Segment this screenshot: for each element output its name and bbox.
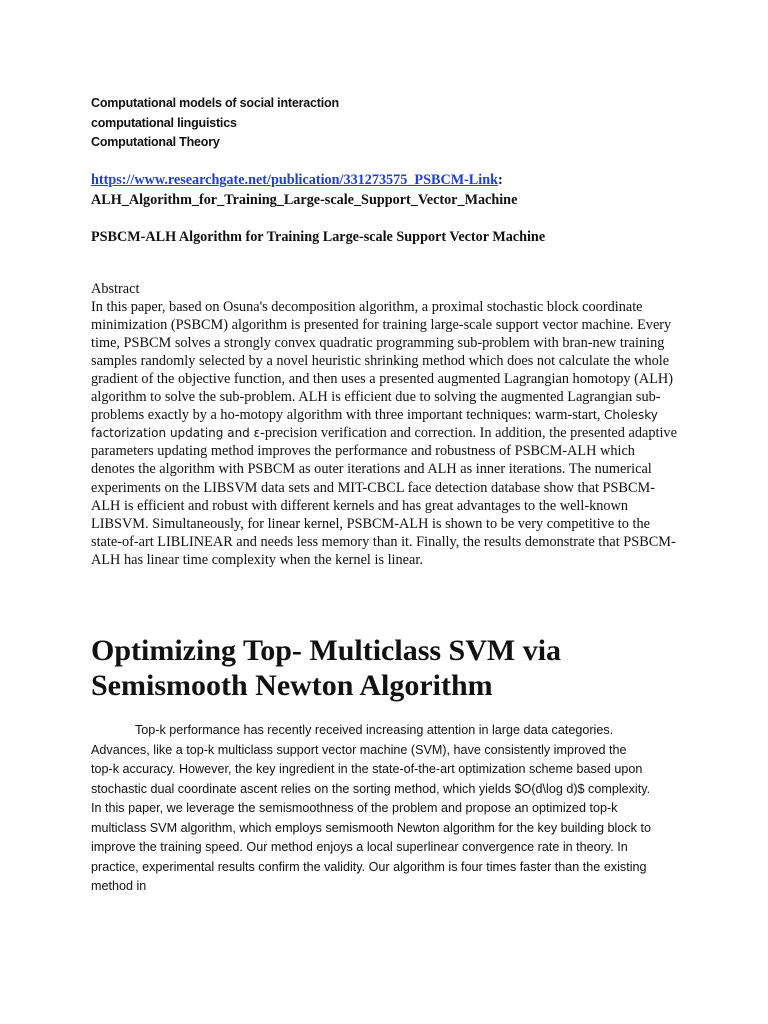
abstract-label: Abstract [91, 280, 140, 297]
source-link[interactable]: https://www.researchgate.net/publication/331273575_PSBCM-Link [91, 171, 498, 188]
abstract-section [91, 280, 681, 570]
topic-item: computational linguistics [91, 115, 237, 130]
document-page [91, 94, 681, 897]
topic-list [91, 94, 681, 153]
abstract-text-part: In this paper, based on Osuna's decomposition algorithm, a proximal stochastic block coordinate minimization (PSBCM) algorithm is presented for training large-scale support vector machine. Every time, PSBCM solves a strongly convex quadratic programming sub-problem with bran-new training samples randomly selected by a novel heuristic shrinking method which does not calculate the whole gradient of the objective function, and then uses a presented augmented Lagrangian homotopy (ALH) algorithm to solve the sub-problem. ALH is efficient due to solving the augmented Lagrangian sub-problems exactly by a ho-motopy algorithm with three important techniques: warm-start, [91, 298, 674, 424]
section-heading: Optimizing Top- Multiclass SVM via Semismooth Newton Algorithm [91, 634, 562, 702]
source-link-continuation: ALH_Algorithm_for_Training_Large-scale_Support_Vector_Machine [91, 191, 518, 208]
source-link-suffix: : [498, 171, 503, 188]
topic-item: Computational Theory [91, 135, 220, 149]
topic-item: Computational models of social interaction [91, 96, 339, 110]
abstract-text-inline-math: Cholesky factorization updating and ε [91, 408, 658, 441]
source-link-block [91, 170, 681, 210]
section-paragraph: Top-k performance has recently received increasing attention in large data categories. Advances, like a top-k multiclass support vector machine (SVM), have consistently improved the top-k accuracy. However, the key ingredient in the state-of-the-art optimization scheme based upon stochastic dual coordinate ascent relies on the sorting method, which yields $O(d\log d)$ complexity. In this paper, we leverage the semismoothness of the problem and propose an optimized top-k multiclass SVM algorithm, which employs semismooth Newton algorithm for the key building block to improve the training speed. Our method enjoys a local superlinear convergence rate in theory. In practice, experimental results confirm the validity. Our algorithm is four times faster than the existing method in [91, 723, 651, 893]
abstract-text-part: -precision verification and correction. In addition, the presented adaptive parameters updating method improves the performance and robustness of PSBCM-ALH which denotes the algorithm with PSBCM as outer iterations and ALH as inner iterations. The numerical experiments on the LIBSVM data sets and MIT-CBCL face detection database show that PSBCM-ALH is efficient and robust with different kernels and has great advantages to the well-known LIBSVM. Simultaneously, for linear kernel, PSBCM-ALH is shown to be very competitive to the state-of-art LIBLINEAR and needs less memory than it. Finally, the results demonstrate that PSBCM-ALH has linear time complexity when the kernel is linear. [91, 425, 677, 568]
section-body [91, 721, 651, 897]
source-link-line [91, 170, 681, 190]
paper-title: PSBCM-ALH Algorithm for Training Large-scale Support Vector Machine [91, 228, 546, 245]
abstract-text [91, 298, 681, 569]
